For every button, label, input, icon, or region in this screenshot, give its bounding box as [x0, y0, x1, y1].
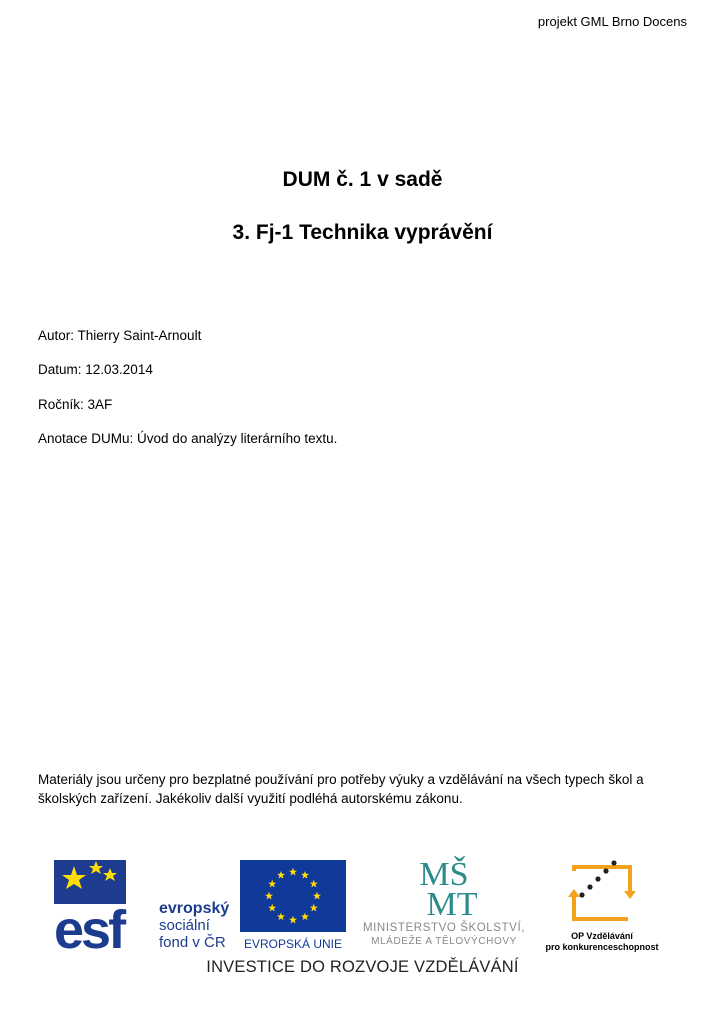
annotation-line: Anotace DUMu: Úvod do analýzy literárního textu. — [38, 431, 338, 446]
usage-notice: Materiály jsou určeny pro bezplatné používání pro potřeby výuky a vzdělávání na všech typech škol a školských zařízení. Jakékoliv další využití podléhá autorskému zákonu. — [38, 772, 644, 806]
dot-icon — [611, 860, 616, 865]
grade-line: Ročník: 3AF — [38, 397, 113, 412]
msmt-logo — [352, 855, 537, 953]
eu-label: EVROPSKÁ UNIE — [243, 937, 343, 951]
esf-mark: esf — [54, 900, 124, 952]
msmt-line2: MLÁDEŽE A TĚLOVÝCHOVY — [371, 936, 517, 947]
author-line: Autor: Thierry Saint-Arnoult — [38, 328, 202, 343]
esf-logo — [52, 858, 238, 952]
esf-line3: fond v ČR — [159, 934, 226, 951]
logo-strip — [0, 855, 725, 955]
dot-icon — [603, 868, 608, 873]
op-logo — [540, 857, 665, 952]
footer-tagline: INVESTICE DO ROZVOJE VZDĚLÁVÁNÍ — [206, 958, 519, 976]
document-title: DUM č. 1 v sadě — [282, 168, 443, 191]
msmt-line1: MINISTERSTVO ŠKOLSTVÍ, — [362, 922, 526, 934]
dot-icon — [587, 884, 592, 889]
msmt-mark-top: MŠ — [419, 856, 469, 893]
esf-line1: evropský — [159, 900, 230, 917]
eu-logo — [240, 860, 346, 952]
dot-icon — [595, 876, 600, 881]
dot-icon — [579, 892, 584, 897]
date-line: Datum: 12.03.2014 — [38, 362, 153, 377]
project-label: projekt GML Brno Docens — [537, 14, 687, 29]
msmt-mark-bottom: MT — [426, 886, 478, 923]
op-line2: pro konkurenceschopnost — [545, 942, 659, 952]
document-subtitle: 3. Fj-1 Technika vyprávění — [232, 221, 493, 244]
esf-line2: sociální — [159, 917, 210, 934]
op-line1: OP Vzdělávání — [571, 931, 633, 941]
